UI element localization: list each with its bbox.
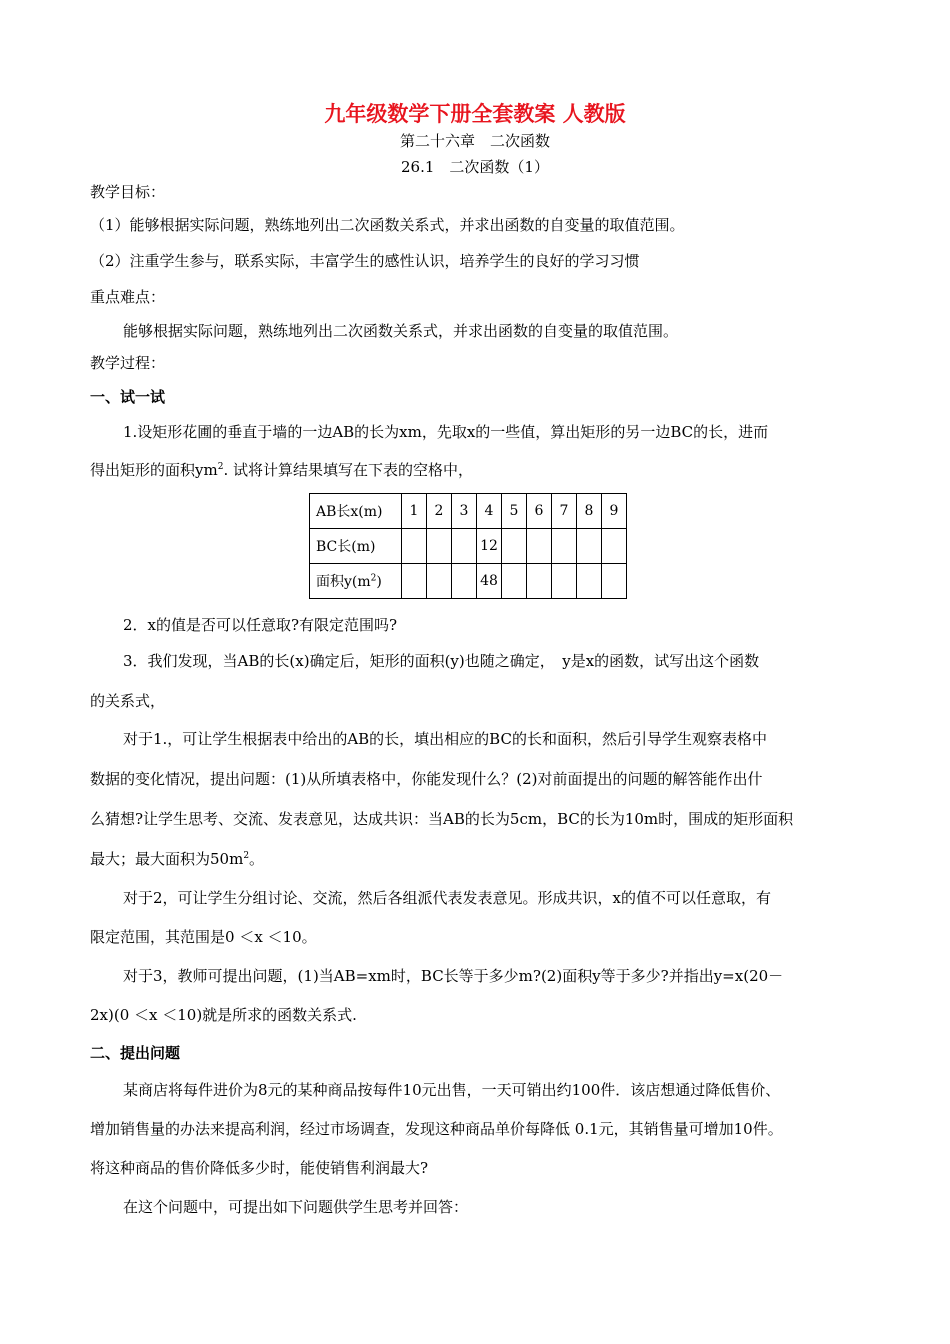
- table-cell: 5: [502, 494, 527, 529]
- part2-heading: 二、提出问题: [90, 1044, 181, 1062]
- table-cell: [602, 564, 627, 599]
- table-cell: [552, 529, 577, 564]
- table-cell: 7: [552, 494, 577, 529]
- key-points-text: 能够根据实际问题，熟练地列出二次函数关系式，并求出函数的自变量的取值范围。: [123, 322, 679, 340]
- table-cell: 6: [527, 494, 552, 529]
- table-cell: [452, 564, 477, 599]
- table-cell: [577, 564, 602, 599]
- problem-prompt: 在这个问题中，可提出如下问题供学生思考并回答：: [123, 1198, 469, 1216]
- discussion-1-line: 么猜想?让学生思考、交流、发表意见，达成共识：当AB的长为5cm，BC的长为10m时，围成的矩形面积: [90, 810, 794, 828]
- table-cell: 3: [452, 494, 477, 529]
- discussion-3: 对于3，教师可提出问题，(1)当AB=xm时，BC长等于多少m?(2)面积y等于多少?并指出y=x(20－: [123, 967, 784, 985]
- table-row-label: AB长x(m): [310, 494, 402, 529]
- discussion-1-line: 数据的变化情况，提出问题：(1)从所填表格中，你能发现什么？(2)对前面提出的问题的解答能作出什: [90, 770, 763, 788]
- discussion-3-line: 2x)(0 ＜x ＜10)就是所求的函数关系式.: [90, 1006, 357, 1024]
- goal-item: （2）注重学生参与，联系实际，丰富学生的感性认识，培养学生的良好的学习习惯: [90, 252, 640, 270]
- table-cell: 12: [477, 529, 502, 564]
- table-cell: [427, 529, 452, 564]
- key-points-heading: 重点难点：: [90, 288, 166, 306]
- table-cell: 8: [577, 494, 602, 529]
- table-cell: [502, 529, 527, 564]
- table-row: [310, 494, 627, 529]
- table-cell: 2: [427, 494, 452, 529]
- process-heading: 教学过程：: [90, 354, 166, 372]
- table-cell: 9: [602, 494, 627, 529]
- goals-heading: 教学目标：: [90, 183, 166, 201]
- section-heading: 26.1 二次函数（1）: [401, 158, 549, 176]
- table-cell: [577, 529, 602, 564]
- question-3: 3．我们发现，当AB的长(x)确定后，矩形的面积(y)也随之确定， y是x的函数，试写出这个函数: [123, 652, 760, 670]
- problem1-text: 1.设矩形花圃的垂直于墙的一边AB的长为xm，先取x的一些值，算出矩形的另一边BC的长，进而: [123, 423, 769, 441]
- problem-text: 某商店将每件进价为8元的某种商品按每件10元出售，一天可销出约100件．该店想通过降低售价、: [123, 1081, 781, 1099]
- problem1-text-continued: 得出矩形的面积$ym^2$. 试将计算结果填写在下表的空格中，: [90, 461, 473, 479]
- goal-item: （1）能够根据实际问题，熟练地列出二次函数关系式，并求出函数的自变量的取值范围。: [90, 216, 685, 234]
- question-3-continued: 的关系式，: [90, 692, 166, 710]
- table-cell: [402, 529, 427, 564]
- discussion-1-line: 最大；最大面积为$50m^2$。: [90, 850, 265, 868]
- table-row: [310, 529, 627, 564]
- part1-heading: 一、试一试: [90, 388, 166, 406]
- table-cell: [527, 564, 552, 599]
- problem-text-line: 增加销售量的办法来提高利润，经过市场调查，发现这种商品单价每降低 0.1元，其销售量可增加10件。: [90, 1120, 783, 1138]
- table-cell: [527, 529, 552, 564]
- chapter-heading: 第二十六章 二次函数: [399, 132, 550, 150]
- table-cell: [427, 564, 452, 599]
- discussion-1: 对于1.，可让学生根据表中给出的AB的长，填出相应的BC的长和面积，然后引导学生观察表格中: [123, 730, 767, 748]
- table-cell: 48: [477, 564, 502, 599]
- table-cell: [602, 529, 627, 564]
- document-title: 九年级数学下册全套教案 人教版: [324, 101, 626, 126]
- data-table: [309, 493, 627, 599]
- table-cell: 1: [402, 494, 427, 529]
- table-cell: [402, 564, 427, 599]
- table-row: [310, 564, 627, 599]
- question-2: 2．x的值是否可以任意取?有限定范围吗?: [123, 616, 398, 634]
- discussion-2: 对于2，可让学生分组讨论、交流，然后各组派代表发表意见。形成共识，x的值不可以任意取，有: [123, 889, 772, 907]
- table-cell: 4: [477, 494, 502, 529]
- table-cell: [452, 529, 477, 564]
- table-cell: [552, 564, 577, 599]
- table-row-label: 面积$y(m^2)$: [310, 564, 402, 599]
- table-row-label: BC长(m): [310, 529, 402, 564]
- table-cell: [502, 564, 527, 599]
- discussion-2-line: 限定范围，其范围是0 ＜x ＜10。: [90, 928, 317, 946]
- problem-text-line: 将这种商品的售价降低多少时，能使销售利润最大?: [90, 1159, 429, 1177]
